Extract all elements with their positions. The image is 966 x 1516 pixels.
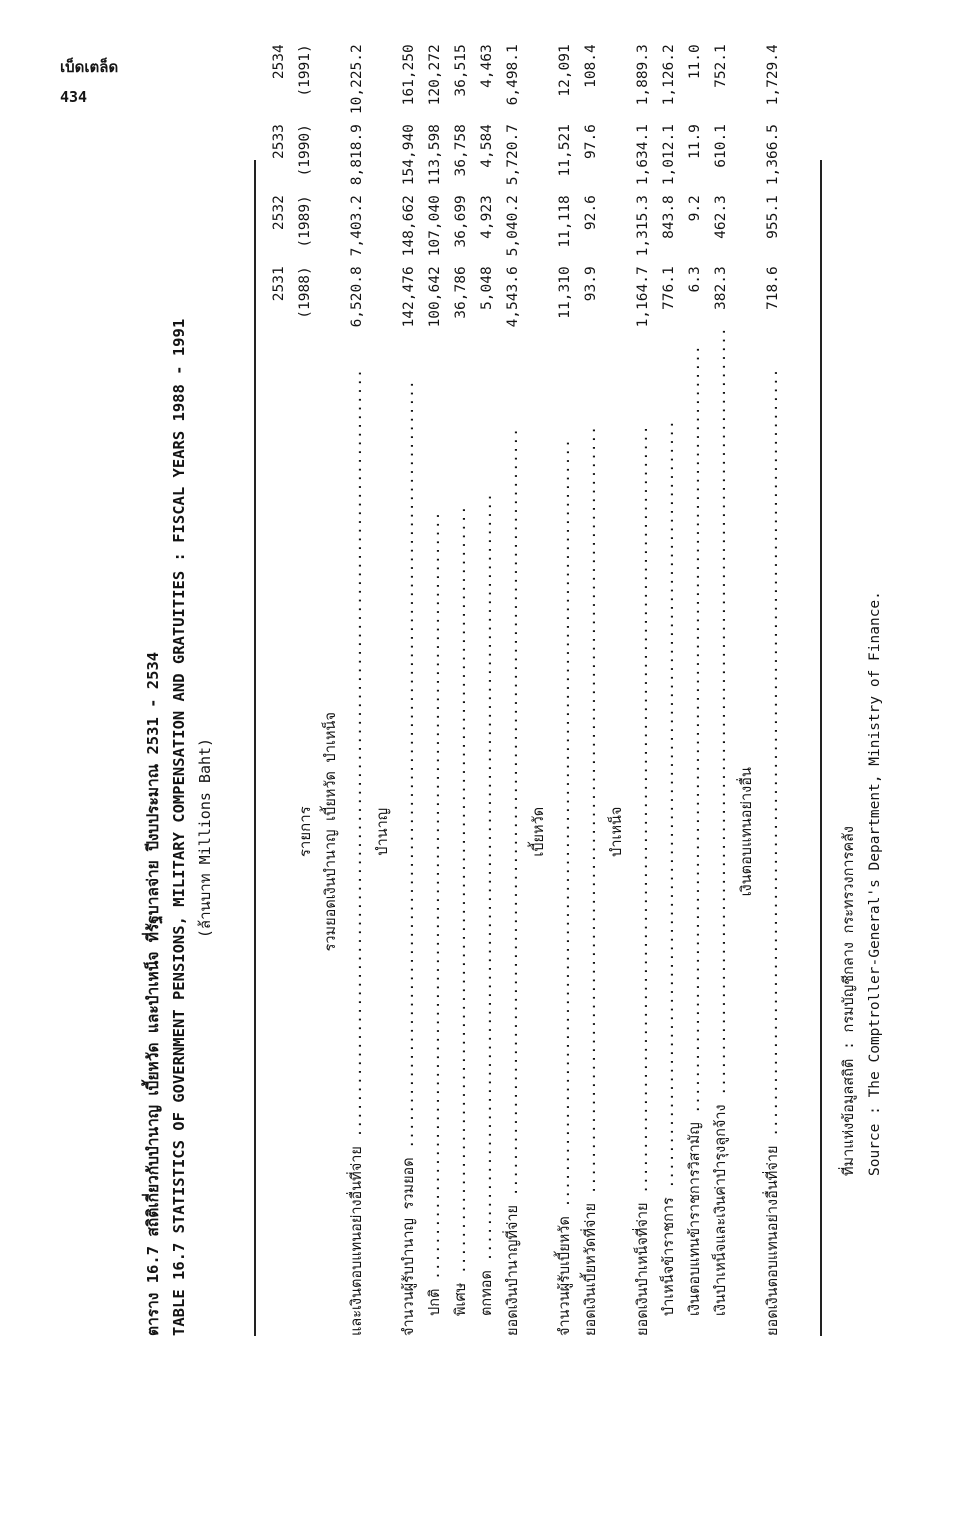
table-row (552, 0, 578, 1336)
row-value: 718.6 (765, 266, 781, 310)
table-row (396, 0, 422, 1336)
section-heading-thai: บำเหน็จ (609, 806, 625, 857)
empty-cell (318, 256, 344, 327)
empty-cell (604, 185, 630, 256)
row-value: 11.0 (687, 44, 703, 80)
year-header-ad: (1991) (297, 44, 313, 97)
table-unit: (ล้านบาท Millions Baht) (196, 737, 214, 939)
empty-cell (526, 34, 552, 114)
row-label-thai: จำนวนผู้รับบำนาญ รวมยอด ..... (396, 327, 422, 1336)
row-label-thai: ยอดเงินบำนาญที่จ่าย ..... (500, 327, 526, 1336)
section-heading-english (526, 0, 552, 34)
year-header-ad: (1988) (297, 266, 313, 319)
empty-cell (604, 256, 630, 327)
row-value: 1,012.1 (661, 124, 677, 186)
row-value: 11,118 (557, 195, 573, 248)
total-value: 8,818.9 (349, 124, 365, 186)
empty-cell (370, 34, 396, 114)
row-value: 5,048 (479, 266, 495, 310)
row-label-english (500, 0, 526, 34)
page-number: 434 (60, 88, 88, 106)
empty-cell (734, 34, 760, 114)
row-value: 161,250 (401, 44, 417, 106)
row-value: 142,476 (401, 266, 417, 328)
row-value: 148,662 (401, 195, 417, 257)
row-label-thai: พิเศษ ..... (448, 327, 474, 1336)
row-value: 120,272 (427, 44, 443, 106)
row-label-english (682, 0, 708, 34)
row-value: 113,598 (427, 124, 443, 186)
row-label-english (422, 0, 448, 34)
empty-cell (526, 256, 552, 327)
row-value: 1,126.2 (661, 44, 677, 106)
row-label-thai: บำเหน็จข้าราชการ ..... (656, 327, 682, 1336)
table-row (474, 0, 500, 1336)
rotated-table-page (140, 44, 910, 1336)
year-header-thai: 2534 (271, 44, 287, 80)
row-value: 97.6 (583, 124, 599, 160)
row-value: 4,463 (479, 44, 495, 88)
row-value: 5,720.7 (505, 124, 521, 186)
row-value: 93.9 (583, 266, 599, 302)
table-row (578, 0, 604, 1336)
row-value: 107,040 (427, 195, 443, 257)
empty-cell (734, 114, 760, 185)
section-heading-thai: บำนาญ (375, 807, 391, 856)
page-header (60, 52, 118, 112)
row-value: 4,543.6 (505, 266, 521, 328)
table-row (630, 0, 656, 1336)
item-thai-header: รายการ (296, 806, 314, 858)
row-value: 4,923 (479, 195, 495, 239)
table-title-block (140, 160, 218, 1336)
row-value: 92.6 (583, 195, 599, 231)
section-heading-row (526, 0, 552, 1336)
row-label-thai: ยอดเงินเบี้ยหวัดที่จ่าย ..... (578, 327, 604, 1336)
empty-cell (318, 114, 344, 185)
row-label-english (630, 0, 656, 34)
row-label-english (396, 0, 422, 34)
row-label-english (656, 0, 682, 34)
row-label-thai: ตกทอด ..... (474, 327, 500, 1336)
row-value: 1,634.1 (635, 124, 651, 186)
table-row (760, 0, 786, 1336)
row-value: 36,699 (453, 195, 469, 248)
table-row (708, 0, 734, 1336)
row-value: 6,498.1 (505, 44, 521, 106)
total-label-thai-line2: และเงินตอบแทนอย่างอื่นที่จ่าย ..... (344, 327, 370, 1336)
row-label-thai: ยอดเงินตอบแทนอย่างอื่นที่จ่าย ..... (760, 327, 786, 1336)
row-label-thai: ยอดเงินบำเหน็จที่จ่าย ..... (630, 327, 656, 1336)
row-label-thai: เงินบำเหน็จและเงินค่าบำรุงลูกจ้าง ..... (708, 327, 734, 1336)
row-value: 36,515 (453, 44, 469, 97)
row-label-english (760, 0, 786, 34)
row-value: 11,310 (557, 266, 573, 319)
row-value: 610.1 (713, 124, 729, 168)
row-value: 776.1 (661, 266, 677, 310)
source-note (836, 160, 888, 1336)
total-value: 6,520.8 (349, 266, 365, 328)
statistics-table (266, 0, 786, 1336)
total-row-heading (318, 0, 344, 1336)
row-label-english (448, 0, 474, 34)
row-value: 154,940 (401, 124, 417, 186)
total-label-thai: รวมยอดเงินบำนาญ เบี้ยหวัด บำเหน็จ (323, 712, 339, 952)
section-heading-thai: เงินตอบแทนอย่างอื่น (739, 767, 755, 897)
table-title-english: TABLE 16.7 STATISTICS OF GOVERNMENT PENSIONS, MILITARY COMPENSATION AND GRATUITIES : FISCAL YEARS 1988 - 1991 (170, 318, 188, 1336)
row-value: 1,729.4 (765, 44, 781, 106)
row-value: 1,366.5 (765, 124, 781, 186)
row-value: 11,521 (557, 124, 573, 177)
empty-cell (318, 185, 344, 256)
table-row (422, 0, 448, 1336)
row-value: 9.2 (687, 195, 703, 222)
row-value: 382.3 (713, 266, 729, 310)
row-value: 843.8 (661, 195, 677, 239)
item-english-header (266, 0, 318, 34)
row-value: 955.1 (765, 195, 781, 239)
row-value: 462.3 (713, 195, 729, 239)
empty-cell (370, 185, 396, 256)
total-label-english (318, 0, 344, 34)
row-value: 36,758 (453, 124, 469, 177)
row-label-thai: จำนวนผู้รับเบี้ยหวัด ..... (552, 327, 578, 1336)
empty-cell (526, 114, 552, 185)
row-value: 11.9 (687, 124, 703, 160)
row-value: 12,091 (557, 44, 573, 97)
empty-cell (370, 114, 396, 185)
section-heading-thai: เบี้ยหวัด (531, 806, 547, 857)
section-heading-row (604, 0, 630, 1336)
year-header-thai: 2531 (271, 266, 287, 302)
row-label-english (578, 0, 604, 34)
row-value: 6.3 (687, 266, 703, 293)
section-heading-row (734, 0, 760, 1336)
row-label-english (474, 0, 500, 34)
empty-cell (526, 185, 552, 256)
table-bottom-rule (820, 160, 822, 1336)
empty-cell (734, 185, 760, 256)
row-value: 5,040.2 (505, 195, 521, 257)
row-value: 1,889.3 (635, 44, 651, 106)
row-value: 100,642 (427, 266, 443, 328)
empty-cell (604, 114, 630, 185)
year-header-ad: (1990) (297, 124, 313, 177)
empty-cell (318, 34, 344, 114)
table-row (682, 0, 708, 1336)
table-row (448, 0, 474, 1336)
table-header-row (266, 0, 292, 1336)
total-label-english-line2 (344, 0, 370, 34)
section-heading-english (734, 0, 760, 34)
row-value: 4,584 (479, 124, 495, 168)
empty-cell (604, 34, 630, 114)
section-heading-english (370, 0, 396, 34)
total-value: 7,403.2 (349, 195, 365, 257)
section-heading-row (370, 0, 396, 1336)
empty-cell (734, 256, 760, 327)
section-heading-english (604, 0, 630, 34)
row-value: 1,164.7 (635, 266, 651, 328)
row-value: 108.4 (583, 44, 599, 88)
row-label-thai: เงินตอบแทนข้าราชการวิสามัญ ..... (682, 327, 708, 1336)
row-label-english (708, 0, 734, 34)
empty-cell (370, 256, 396, 327)
page-header-title: เบ็ดเตล็ด (60, 58, 119, 76)
row-value: 752.1 (713, 44, 729, 88)
year-header-ad: (1989) (297, 195, 313, 248)
table-top-rule (254, 160, 256, 1336)
row-value: 36,786 (453, 266, 469, 319)
year-header-thai: 2532 (271, 195, 287, 231)
source-thai: ที่มาแห่งข้อมูลสถิติ : กรมบัญชีกลาง กระทรวงการคลัง (841, 826, 857, 1176)
row-label-english (552, 0, 578, 34)
table-title-thai: ตาราง 16.7 สถิติเกี่ยวกับบำนาญ เบี้ยหวัด และบำเหน็จ ที่รัฐบาลจ่าย ปีงบประมาณ 2531 - 2534 (144, 651, 162, 1336)
total-value: 10,225.2 (349, 44, 365, 115)
table-row (500, 0, 526, 1336)
statistics-table-body (318, 0, 786, 1336)
table-row (656, 0, 682, 1336)
row-label-thai: ปกติ ..... (422, 327, 448, 1336)
row-value: 1,315.3 (635, 195, 651, 257)
year-header-thai: 2533 (271, 124, 287, 160)
source-english: Source : The Comptroller-General's Department, Ministry of Finance. (867, 591, 883, 1176)
total-row (344, 0, 370, 1336)
